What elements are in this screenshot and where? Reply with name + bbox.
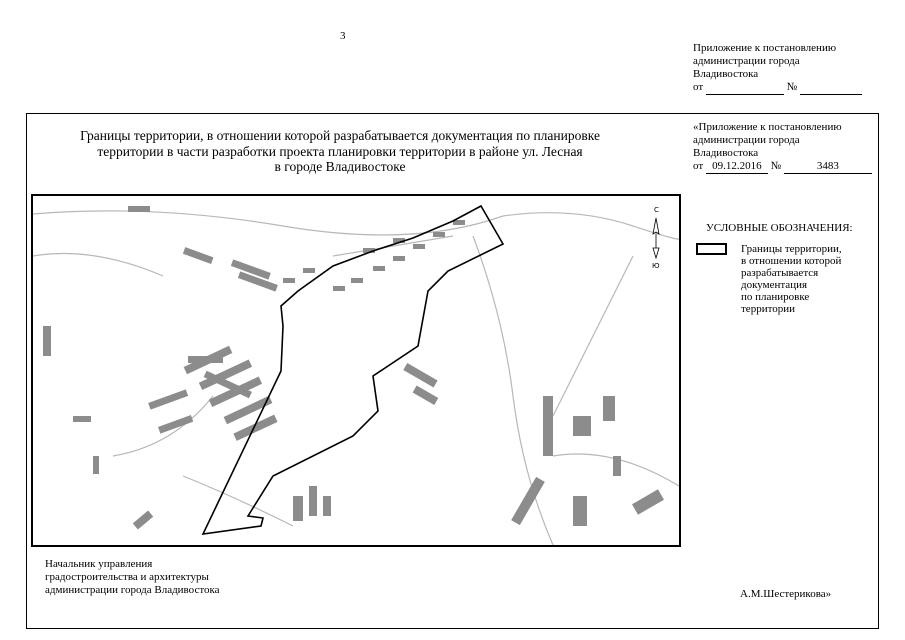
map-buildings <box>43 206 664 529</box>
document-title <box>40 128 640 175</box>
inner-note-from-label: от <box>693 160 704 172</box>
signature-name: А.М.Шестерикова» <box>740 588 832 600</box>
signature-line3: администрации города Владивостока <box>45 584 220 596</box>
title-line1: Границы территории, в отношении которой разрабатывается документация по планировке <box>80 128 600 143</box>
top-note-number-blank <box>800 81 862 95</box>
legend-boundary-text <box>741 243 866 315</box>
inner-note-number: 3483 <box>784 160 872 174</box>
top-note-line2: администрации города <box>693 55 800 67</box>
title-line3: в городе Владивостоке <box>274 159 406 174</box>
map-drawing <box>33 196 679 545</box>
legend-text-line6: территории <box>741 303 796 315</box>
legend-text-line4: документация <box>741 279 808 291</box>
inner-note-date-line <box>693 160 872 174</box>
top-note-num-label: № <box>786 81 798 93</box>
inner-note-num-label: № <box>770 160 782 172</box>
north-label: С <box>654 206 659 214</box>
inner-note-line2: администрации города <box>693 134 800 146</box>
signature-line1: Начальник управления <box>45 558 153 570</box>
top-note-from-label: от <box>693 81 704 93</box>
top-note-line1: Приложение к постановлению <box>693 42 837 54</box>
legend-title: УСЛОВНЫЕ ОБОЗНАЧЕНИЯ: <box>706 222 853 234</box>
top-note-date-blank <box>706 81 784 95</box>
page-number: 3 <box>340 30 346 42</box>
south-label: Ю <box>652 262 660 270</box>
legend-boundary-swatch <box>696 243 727 255</box>
inner-note-line1: «Приложение к постановлению <box>693 121 842 133</box>
signature-position <box>45 558 220 597</box>
north-arrow <box>652 206 660 270</box>
top-note-line3: Владивостока <box>693 68 759 80</box>
territory-map <box>31 194 681 547</box>
map-roads <box>33 211 679 545</box>
top-note-date-line <box>693 81 862 95</box>
signature-line2: градостроительства и архитектуры <box>45 571 209 583</box>
legend-text-line1: Границы территории, <box>741 243 842 255</box>
territory-boundary <box>203 206 503 534</box>
inner-note-date: 09.12.2016 <box>706 160 768 174</box>
inner-note-line3: Владивостока <box>693 147 759 159</box>
title-line2: территории в части разработки проекта планировки территории в районе ул. Лесная <box>97 143 583 159</box>
inner-appendix-note <box>693 121 872 174</box>
legend-text-line3: разрабатывается <box>741 267 819 279</box>
legend-text-line5: по планировке <box>741 291 810 303</box>
top-appendix-note <box>693 42 862 95</box>
legend-text-line2: в отношении которой <box>741 255 842 267</box>
